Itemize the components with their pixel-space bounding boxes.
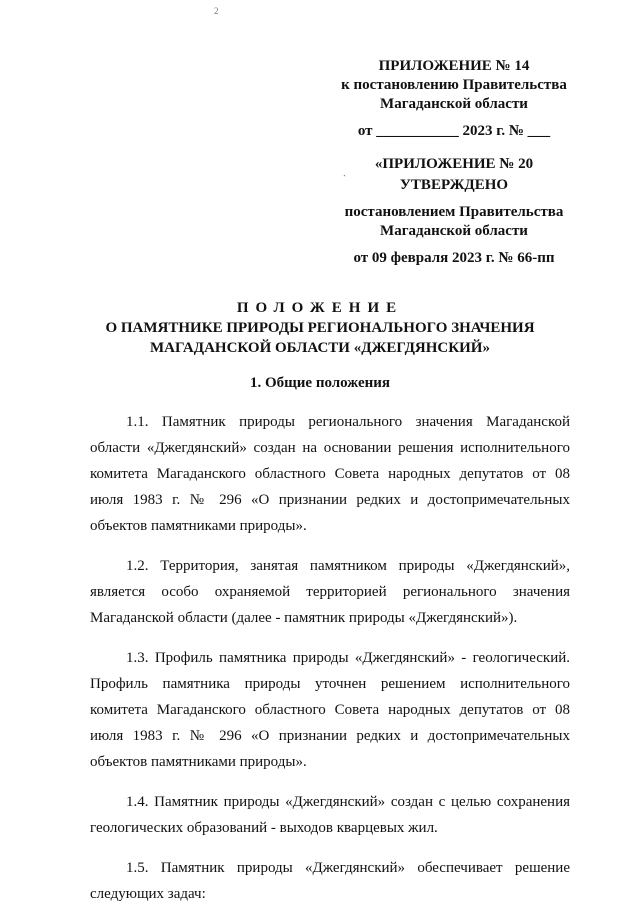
paragraph-1-4: 1.4. Памятник природы «Джегдянский» создан с целью сохранения геологических образований - выходов кварцевых жил. — [90, 794, 570, 836]
paragraph-1-1: 1.1. Памятник природы регионального значения Магаданской области «Джегдянский» создан на основании решения исполнительного комитета Магаданского областного Совета народных депутатов от 08 июля 1983 г. № 296 «О признании редких и достопримечательных объектов памятниками природы». — [90, 414, 570, 534]
title-line-2: МАГАДАНСКОЙ ОБЛАСТИ «ДЖЕГДЯНСКИЙ» — [150, 340, 490, 356]
paragraph-1-5: 1.5. Памятник природы «Джегдянский» обеспечивает решение следующих задач: — [90, 860, 570, 902]
title-line-1: О ПАМЯТНИКЕ ПРИРОДЫ РЕГИОНАЛЬНОГО ЗНАЧЕНИЯ — [105, 320, 535, 336]
ink-mark: ˏ — [343, 166, 347, 177]
approval-block — [320, 150, 588, 268]
document-title — [0, 298, 640, 358]
section-heading: 1. Общие положения — [249, 375, 391, 391]
appendix-line-1: к постановлению Правительства — [341, 77, 567, 93]
approved-line-1: постановлением Правительства — [344, 204, 564, 220]
approved-date-line: от 09 февраля 2023 г. № 66-пп — [353, 250, 555, 266]
paragraph-1-3: 1.3. Профиль памятника природы «Джегдянский» - геологический. Профиль памятника природы уточнен решением исполнительного комитета Магаданского областного Совета народных депутатов от 08 июля 1983 г. № 296 «О признании редких и достопримечательных объектов памятниками природы». — [90, 650, 570, 770]
approved-label: УТВЕРЖДЕНО — [399, 177, 509, 193]
previous-appendix-title: «ПРИЛОЖЕНИЕ № 20 — [374, 156, 534, 172]
paragraph-1-2: 1.2. Территория, занятая памятником природы «Джегдянский», является особо охраняемой территорией регионального значения Магаданской области (далее - памятник природы «Джегдянский»). — [90, 558, 570, 626]
appendix-title: ПРИЛОЖЕНИЕ № 14 — [378, 58, 530, 74]
approved-line-2: Магаданской области — [380, 223, 528, 239]
page-number: 2 — [214, 6, 219, 16]
appendix-line-2: Магаданской области — [380, 96, 528, 112]
section-body — [90, 409, 570, 921]
title-word: ПОЛОЖЕНИЕ — [236, 300, 404, 316]
appendix-date-line: от ___________ 2023 г. № ___ — [357, 123, 551, 139]
